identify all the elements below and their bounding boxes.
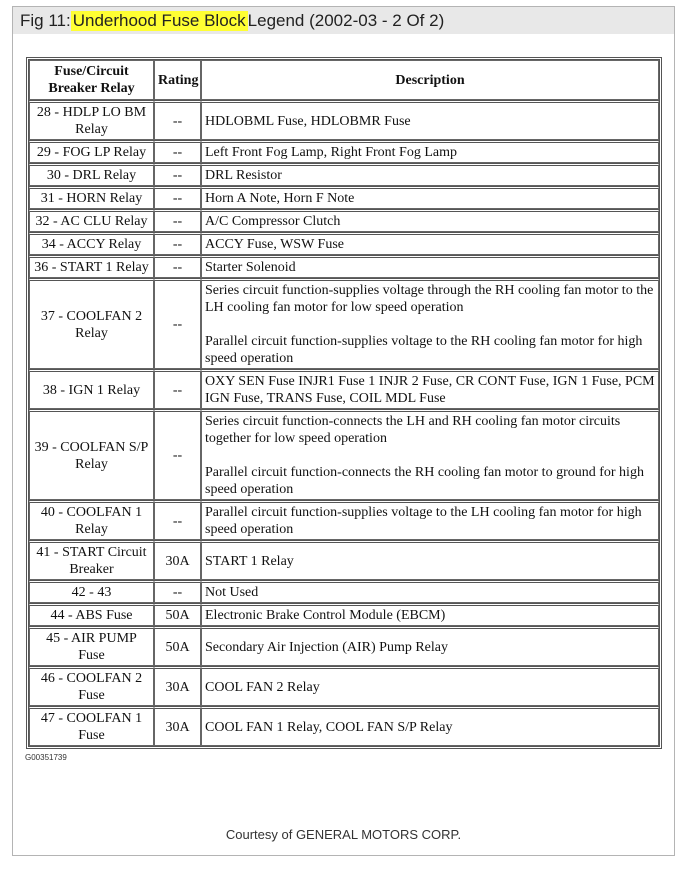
fuse-legend-table [26,57,662,749]
fuse-name-cell: 41 - START Circuit Breaker [29,540,154,580]
paragraph-gap [205,316,655,333]
rating-cell: -- [154,100,201,140]
rating-cell: 50A [154,626,201,666]
title-highlight: Underhood Fuse Block [72,10,246,30]
table-row [29,186,659,209]
description-cell [201,209,659,232]
title-prefix: Fig 11: [20,10,71,30]
fuse-name-cell: 38 - IGN 1 Relay [29,369,154,409]
description-paragraph: Series circuit function-supplies voltage through the RH cooling fan motor to the LH cooling fan motor for low speed operation [205,283,654,315]
fuse-name-cell: 30 - DRL Relay [29,163,154,186]
rating-cell: 30A [154,540,201,580]
rating-cell: -- [154,580,201,603]
description-cell [201,500,659,540]
description-paragraph: ACCY Fuse, WSW Fuse [205,237,344,252]
description-paragraph: Horn A Note, Horn F Note [205,191,355,206]
table-row [29,580,659,603]
fuse-name-cell: 37 - COOLFAN 2 Relay [29,278,154,369]
description-cell [201,666,659,706]
rating-cell: 30A [154,666,201,706]
table-row [29,369,659,409]
description-paragraph: Secondary Air Injection (AIR) Pump Relay [205,639,449,655]
description-cell [201,100,659,140]
table-row [29,209,659,232]
fuse-name-cell: 28 - HDLP LO BM Relay [29,100,154,140]
fuse-name-cell: 40 - COOLFAN 1 Relay [29,500,154,540]
description-paragraph: A/C Compressor Clutch [205,214,341,229]
rating-cell: -- [154,140,201,163]
rating-cell: -- [154,186,201,209]
description-paragraph: Starter Solenoid [205,260,296,275]
table-body [29,100,659,746]
fuse-name-cell: 32 - AC CLU Relay [29,209,154,232]
courtesy-credit: Courtesy of GENERAL MOTORS CORP. [225,827,462,842]
table-row [29,500,659,540]
fuse-name-cell: 45 - AIR PUMP Fuse [29,626,154,666]
header-fuse: Fuse/Circuit Breaker Relay [29,60,154,100]
description-cell [201,255,659,278]
table-row [29,100,659,140]
figure-id: G00351739 [25,753,67,762]
description-cell [201,603,659,626]
rating-cell: 30A [154,706,201,746]
description-cell [201,706,659,746]
description-cell [201,163,659,186]
description-cell [201,409,659,500]
description-cell [201,540,659,580]
fuse-legend-figure [26,57,662,762]
rating-cell: -- [154,500,201,540]
figure-title [13,7,674,34]
rating-cell: -- [154,255,201,278]
fuse-name-cell: 36 - START 1 Relay [29,255,154,278]
table-row [29,666,659,706]
table-row [29,603,659,626]
description-paragraph: Parallel circuit function-supplies voltage to the LH cooling fan motor for high speed operation [205,505,642,537]
fuse-name-cell: 42 - 43 [29,580,154,603]
description-paragraph: Electronic Brake Control Module (EBCM) [205,608,446,623]
description-paragraph: START 1 Relay [205,553,294,569]
rating-cell: 50A [154,603,201,626]
description-cell [201,140,659,163]
header-rating: Rating [154,60,201,100]
description-cell [201,232,659,255]
paragraph-gap [205,447,655,464]
table-row [29,540,659,580]
table-row [29,163,659,186]
table-row [29,255,659,278]
table-row [29,626,659,666]
fuse-name-cell: 47 - COOLFAN 1 Fuse [29,706,154,746]
rating-cell: -- [154,209,201,232]
description-paragraph: Left Front Fog Lamp, Right Front Fog Lamp [205,145,457,160]
description-paragraph: OXY SEN Fuse INJR1 Fuse 1 INJR 2 Fuse, CR CONT Fuse, IGN 1 Fuse, PCM IGN Fuse, TRANS Fuse, COIL MDL Fuse [205,374,655,406]
rating-cell: -- [154,409,201,500]
fuse-name-cell: 31 - HORN Relay [29,186,154,209]
table-row [29,140,659,163]
title-suffix: Legend (2002-03 - 2 Of 2) [247,10,445,30]
table-row [29,278,659,369]
table-row [29,706,659,746]
description-paragraph: DRL Resistor [205,168,282,183]
description-paragraph: COOL FAN 1 Relay, COOL FAN S/P Relay [205,719,453,735]
description-cell [201,580,659,603]
rating-cell: -- [154,163,201,186]
description-cell [201,278,659,369]
description-paragraph: Series circuit function-connects the LH and RH cooling fan motor circuits together for low speed operation [205,414,621,446]
fuse-name-cell: 34 - ACCY Relay [29,232,154,255]
rating-cell: -- [154,278,201,369]
table-header-row [29,60,659,100]
description-paragraph: Parallel circuit function-supplies voltage to the RH cooling fan motor for high speed operation [205,334,643,366]
description-paragraph: Parallel circuit function-connects the RH cooling fan motor to ground for high speed operation [205,465,644,497]
figure-frame [12,6,675,856]
table-row [29,409,659,500]
rating-cell: -- [154,232,201,255]
description-paragraph: Not Used [205,585,259,600]
description-cell [201,626,659,666]
fuse-name-cell: 46 - COOLFAN 2 Fuse [29,666,154,706]
description-paragraph: HDLOBML Fuse, HDLOBMR Fuse [205,113,411,129]
description-paragraph: COOL FAN 2 Relay [205,679,320,695]
fuse-name-cell: 29 - FOG LP Relay [29,140,154,163]
header-description: Description [201,60,659,100]
description-cell [201,186,659,209]
description-cell [201,369,659,409]
fuse-name-cell: 44 - ABS Fuse [29,603,154,626]
fuse-name-cell: 39 - COOLFAN S/P Relay [29,409,154,500]
rating-cell: -- [154,369,201,409]
table-row [29,232,659,255]
